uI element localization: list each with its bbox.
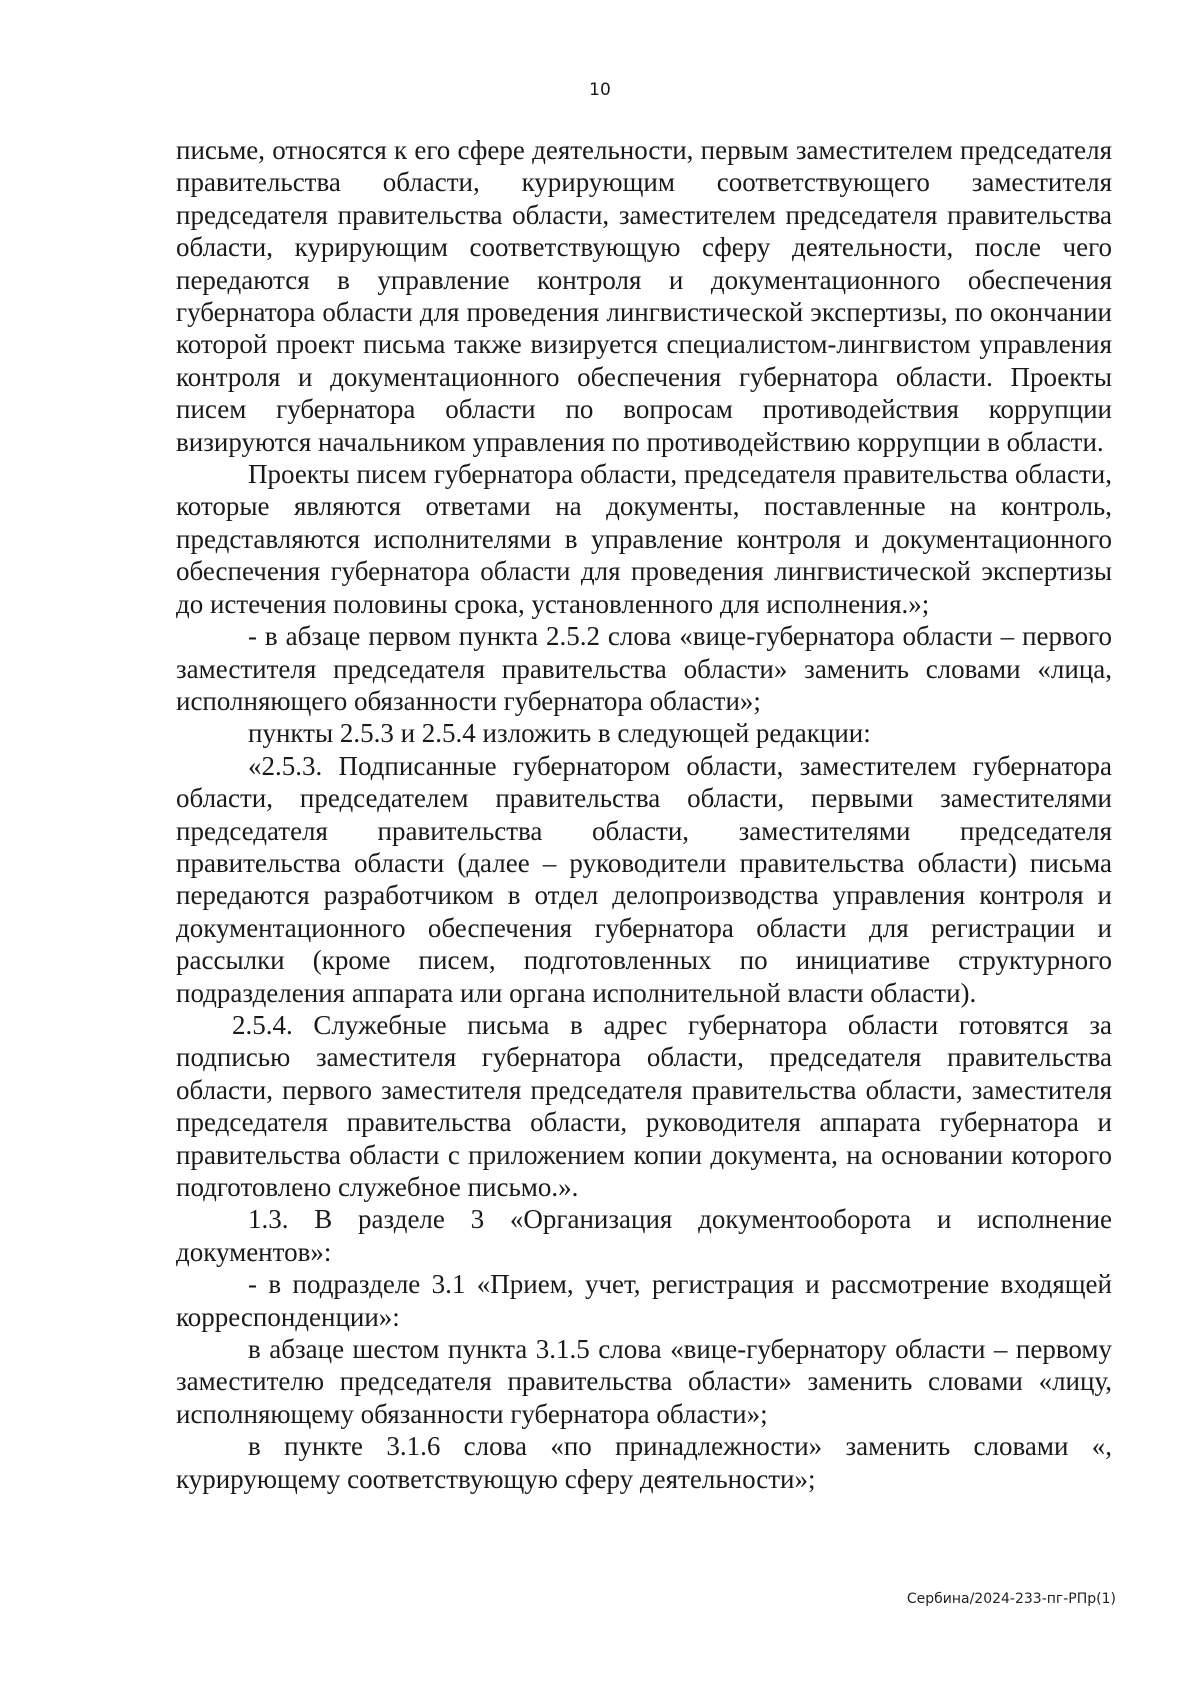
paragraph-amendment-2-5-2: - в абзаце первом пункта 2.5.2 слова «вице-губернатора области – первого заместителя председателя правительства области» заменить словами «лица, исполняющего обязанности губернатора области»; [176,621,1112,716]
paragraph-items-2-5-3-2-5-4: пункты 2.5.3 и 2.5.4 изложить в следующей редакции: [248,718,871,749]
document-body [176,134,1112,1495]
page-number: 10 [589,80,611,100]
paragraph-continuation: письме, относятся к его сфере деятельности, первым заместителем председателя правительства области, курирующим соответствующего заместителя председателя правительства области, заместителем председателя правительства области, курирующим соответствующую сферу деятельности, после чего передаются в управление контроля и документационного обеспечения губернатора области для проведения лингвистической экспертизы, по окончании которой проект письма также визируется специалистом-лингвистом управления контроля и документационного обеспечения губернатора области. Проекты писем губернатора области по вопросам противодействия коррупции визируются начальником управления по противодействию коррупции в области. [176,135,1112,457]
paragraph-2-5-4: 2.5.4. Служебные письма в адрес губернатора области готовятся за подписью заместителя губернатора области, председателя правительства области, первого заместителя председателя правительства области, заместителя председателя правительства области, руководителя аппарата губернатора и правительства области с приложением копии документа, на основании которого подготовлено служебное письмо.». [176,1009,1112,1202]
paragraph-subsection-3-1: - в подразделе 3.1 «Прием, учет, регистрация и рассмотрение входящей корреспонденции»: [176,1269,1112,1332]
paragraph-section-1-3: 1.3. В разделе 3 «Организация документооборота и исполнение документов»: [176,1204,1112,1267]
paragraph-amendment-3-1-6: в пункте 3.1.6 слова «по принадлежности» заменить словами «, курирующему соответствующую сферу деятельности»; [176,1431,1112,1494]
paragraph-amendment-3-1-5: в абзаце шестом пункта 3.1.5 слова «вице-губернатору области – первому заместителю председателя правительства области» заменить словами «лицу, исполняющему обязанности губернатора области»; [176,1334,1112,1429]
paragraph-2-5-3: «2.5.3. Подписанные губернатором области, заместителем губернатора области, председателем правительства области, первыми заместителями председателя правительства области, заместителями председателя правительства области (далее – руководители правительства области) письма передаются разработчиком в отдел делопроизводства управления контроля и документационного обеспечения губернатора области для регистрации и рассылки (кроме писем, подготовленных по инициативе структурного подразделения аппарата или органа исполнительной власти области). [176,750,1112,1008]
paragraph-letter-drafts: Проекты писем губернатора области, председателя правительства области, которые являются ответами на документы, поставленные на контроль, представляются исполнителями в управление контроля и документационного обеспечения губернатора области для проведения лингвистической экспертизы до истечения половины срока, установленного для исполнения.»; [176,459,1112,619]
document-code-footer: Сербина/2024-233-пг-РПр(1) [906,1591,1116,1607]
